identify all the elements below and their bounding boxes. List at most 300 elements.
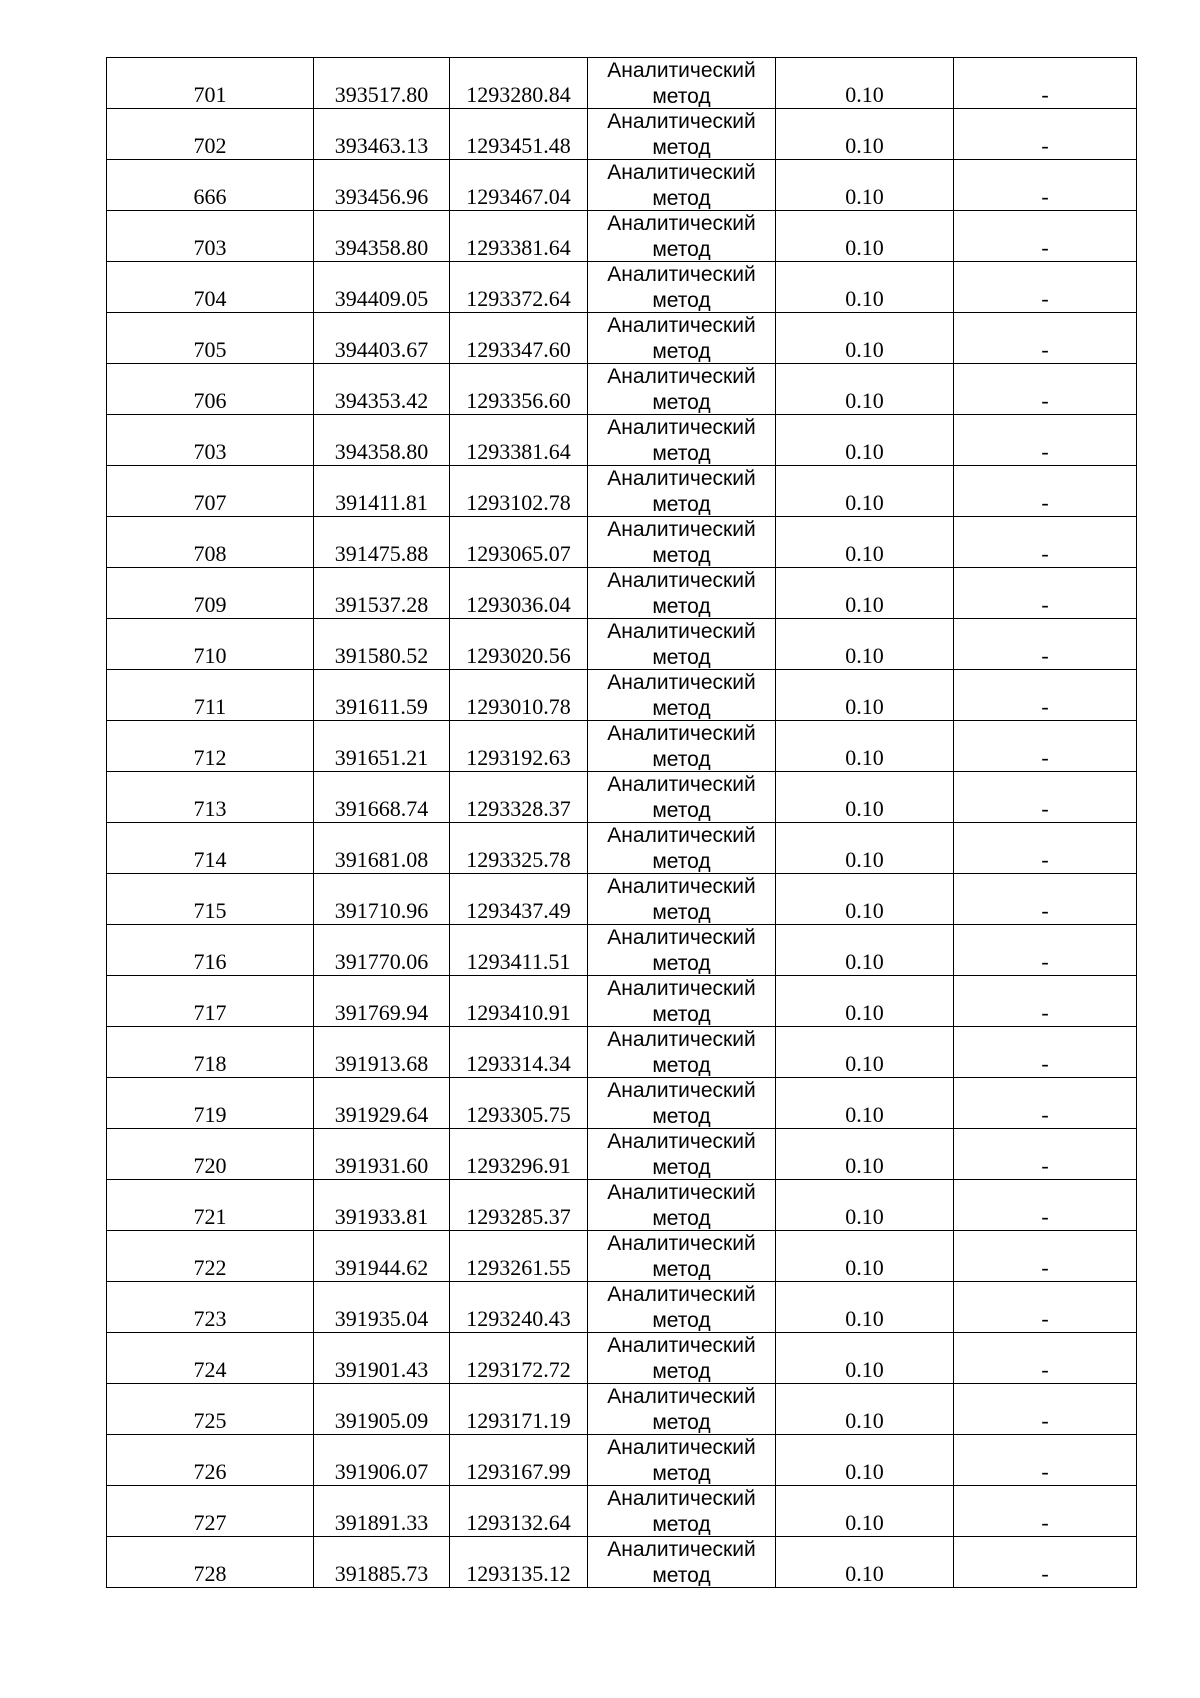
y-coordinate-value: 1293410.91 bbox=[466, 1000, 571, 1025]
accuracy-value: 0.10 bbox=[845, 592, 884, 617]
y-coordinate-cell bbox=[450, 262, 588, 313]
y-coordinate-cell bbox=[450, 1231, 588, 1282]
y-coordinate-value: 1293020.56 bbox=[466, 643, 571, 668]
table-row bbox=[107, 211, 1137, 262]
y-coordinate-value: 1293451.48 bbox=[466, 133, 571, 158]
accuracy-cell bbox=[776, 772, 954, 823]
method-cell bbox=[588, 874, 776, 925]
y-coordinate-value: 1293167.99 bbox=[466, 1459, 571, 1484]
y-coordinate-value: 1293036.04 bbox=[466, 592, 571, 617]
accuracy-value: 0.10 bbox=[845, 745, 884, 770]
accuracy-value: 0.10 bbox=[845, 82, 884, 107]
point-number-cell bbox=[107, 466, 314, 517]
y-coordinate-cell bbox=[450, 874, 588, 925]
accuracy-value: 0.10 bbox=[845, 1051, 884, 1076]
method-text: Аналитический метод bbox=[607, 1283, 756, 1331]
point-number-value: 728 bbox=[193, 1561, 227, 1586]
y-coordinate-value: 1293296.91 bbox=[466, 1153, 571, 1178]
note-cell bbox=[954, 670, 1137, 721]
accuracy-value: 0.10 bbox=[845, 1510, 884, 1535]
x-coordinate-value: 391580.52 bbox=[334, 643, 429, 668]
method-cell bbox=[588, 568, 776, 619]
y-coordinate-value: 1293065.07 bbox=[466, 541, 571, 566]
accuracy-cell bbox=[776, 1078, 954, 1129]
y-coordinate-cell bbox=[450, 1180, 588, 1231]
note-value: - bbox=[1041, 1306, 1049, 1331]
method-text: Аналитический метод bbox=[607, 1385, 756, 1433]
method-cell bbox=[588, 211, 776, 262]
accuracy-cell bbox=[776, 58, 954, 109]
accuracy-value: 0.10 bbox=[845, 1459, 884, 1484]
x-coordinate-value: 391891.33 bbox=[334, 1510, 429, 1535]
point-number-value: 725 bbox=[193, 1408, 227, 1433]
note-cell bbox=[954, 1129, 1137, 1180]
table-row bbox=[107, 976, 1137, 1027]
note-cell bbox=[954, 568, 1137, 619]
table-row bbox=[107, 670, 1137, 721]
method-text: Аналитический метод bbox=[607, 110, 756, 158]
note-value: - bbox=[1041, 490, 1049, 515]
point-number-cell bbox=[107, 1333, 314, 1384]
table-row bbox=[107, 1333, 1137, 1384]
note-value: - bbox=[1041, 1102, 1049, 1127]
point-number-cell bbox=[107, 313, 314, 364]
x-coordinate-value: 391681.08 bbox=[334, 847, 429, 872]
point-number-value: 713 bbox=[193, 796, 227, 821]
note-value: - bbox=[1041, 388, 1049, 413]
x-coordinate-cell bbox=[314, 772, 450, 823]
point-number-cell bbox=[107, 262, 314, 313]
x-coordinate-value: 394358.80 bbox=[334, 235, 429, 260]
note-cell bbox=[954, 262, 1137, 313]
x-coordinate-value: 394358.80 bbox=[334, 439, 429, 464]
note-cell bbox=[954, 1078, 1137, 1129]
table-row bbox=[107, 466, 1137, 517]
method-text: Аналитический метод bbox=[607, 569, 756, 617]
method-text: Аналитический метод bbox=[607, 1334, 756, 1382]
accuracy-cell bbox=[776, 874, 954, 925]
point-number-value: 708 bbox=[193, 541, 227, 566]
x-coordinate-cell bbox=[314, 721, 450, 772]
point-number-value: 717 bbox=[193, 1000, 227, 1025]
accuracy-cell bbox=[776, 262, 954, 313]
accuracy-value: 0.10 bbox=[845, 694, 884, 719]
point-number-cell bbox=[107, 109, 314, 160]
note-value: - bbox=[1041, 694, 1049, 719]
note-value: - bbox=[1041, 643, 1049, 668]
x-coordinate-cell bbox=[314, 568, 450, 619]
table-row bbox=[107, 517, 1137, 568]
method-cell bbox=[588, 1231, 776, 1282]
x-coordinate-cell bbox=[314, 874, 450, 925]
x-coordinate-value: 391769.94 bbox=[334, 1000, 429, 1025]
table-row bbox=[107, 1231, 1137, 1282]
table-row bbox=[107, 1180, 1137, 1231]
y-coordinate-value: 1293280.84 bbox=[466, 82, 571, 107]
x-coordinate-value: 391668.74 bbox=[334, 796, 429, 821]
y-coordinate-value: 1293285.37 bbox=[466, 1204, 571, 1229]
x-coordinate-cell bbox=[314, 160, 450, 211]
x-coordinate-cell bbox=[314, 1435, 450, 1486]
point-number-value: 709 bbox=[193, 592, 227, 617]
point-number-value: 718 bbox=[193, 1051, 227, 1076]
point-number-cell bbox=[107, 1078, 314, 1129]
point-number-value: 726 bbox=[193, 1459, 227, 1484]
table-row bbox=[107, 1078, 1137, 1129]
accuracy-value: 0.10 bbox=[845, 388, 884, 413]
table-row bbox=[107, 1129, 1137, 1180]
x-coordinate-value: 391944.62 bbox=[334, 1255, 429, 1280]
method-cell bbox=[588, 262, 776, 313]
x-coordinate-cell bbox=[314, 109, 450, 160]
x-coordinate-cell bbox=[314, 619, 450, 670]
x-coordinate-cell bbox=[314, 1078, 450, 1129]
accuracy-cell bbox=[776, 1537, 954, 1588]
table-row bbox=[107, 1486, 1137, 1537]
note-value: - bbox=[1041, 949, 1049, 974]
x-coordinate-value: 391475.88 bbox=[334, 541, 429, 566]
method-cell bbox=[588, 1384, 776, 1435]
method-cell bbox=[588, 1537, 776, 1588]
table-row bbox=[107, 109, 1137, 160]
note-value: - bbox=[1041, 1459, 1049, 1484]
note-cell bbox=[954, 1027, 1137, 1078]
x-coordinate-cell bbox=[314, 976, 450, 1027]
note-cell bbox=[954, 721, 1137, 772]
method-text: Аналитический метод bbox=[607, 212, 756, 260]
accuracy-cell bbox=[776, 1129, 954, 1180]
point-number-value: 722 bbox=[193, 1255, 227, 1280]
note-cell bbox=[954, 1282, 1137, 1333]
point-number-cell bbox=[107, 415, 314, 466]
note-cell bbox=[954, 1180, 1137, 1231]
y-coordinate-value: 1293381.64 bbox=[466, 439, 571, 464]
point-number-cell bbox=[107, 721, 314, 772]
accuracy-cell bbox=[776, 415, 954, 466]
accuracy-value: 0.10 bbox=[845, 439, 884, 464]
method-text: Аналитический метод bbox=[607, 1436, 756, 1484]
table-row bbox=[107, 1537, 1137, 1588]
note-value: - bbox=[1041, 286, 1049, 311]
table-row bbox=[107, 415, 1137, 466]
y-coordinate-cell bbox=[450, 1537, 588, 1588]
y-coordinate-value: 1293102.78 bbox=[466, 490, 571, 515]
table-row bbox=[107, 1282, 1137, 1333]
method-cell bbox=[588, 58, 776, 109]
method-text: Аналитический метод bbox=[607, 416, 756, 464]
x-coordinate-value: 394409.05 bbox=[334, 286, 429, 311]
y-coordinate-value: 1293467.04 bbox=[466, 184, 571, 209]
point-number-value: 705 bbox=[193, 337, 227, 362]
accuracy-value: 0.10 bbox=[845, 1357, 884, 1382]
accuracy-value: 0.10 bbox=[845, 1204, 884, 1229]
accuracy-value: 0.10 bbox=[845, 643, 884, 668]
x-coordinate-value: 391901.43 bbox=[334, 1357, 429, 1382]
note-cell bbox=[954, 619, 1137, 670]
point-number-cell bbox=[107, 619, 314, 670]
y-coordinate-value: 1293305.75 bbox=[466, 1102, 571, 1127]
method-cell bbox=[588, 1282, 776, 1333]
coordinates-table-body bbox=[107, 58, 1137, 1588]
x-coordinate-value: 391931.60 bbox=[334, 1153, 429, 1178]
y-coordinate-value: 1293356.60 bbox=[466, 388, 571, 413]
x-coordinate-value: 391611.59 bbox=[335, 694, 428, 719]
point-number-value: 701 bbox=[193, 82, 227, 107]
x-coordinate-cell bbox=[314, 466, 450, 517]
point-number-value: 721 bbox=[193, 1204, 227, 1229]
accuracy-cell bbox=[776, 1180, 954, 1231]
accuracy-cell bbox=[776, 1282, 954, 1333]
point-number-value: 703 bbox=[193, 439, 227, 464]
y-coordinate-cell bbox=[450, 976, 588, 1027]
note-value: - bbox=[1041, 592, 1049, 617]
x-coordinate-cell bbox=[314, 1333, 450, 1384]
table-row bbox=[107, 772, 1137, 823]
y-coordinate-cell bbox=[450, 109, 588, 160]
x-coordinate-value: 391537.28 bbox=[334, 592, 429, 617]
accuracy-cell bbox=[776, 1027, 954, 1078]
method-text: Аналитический метод bbox=[607, 467, 756, 515]
point-number-cell bbox=[107, 1537, 314, 1588]
y-coordinate-cell bbox=[450, 1078, 588, 1129]
y-coordinate-value: 1293411.51 bbox=[466, 949, 571, 974]
method-text: Аналитический метод bbox=[607, 620, 756, 668]
note-value: - bbox=[1041, 439, 1049, 464]
accuracy-value: 0.10 bbox=[845, 1306, 884, 1331]
accuracy-value: 0.10 bbox=[845, 235, 884, 260]
accuracy-cell bbox=[776, 976, 954, 1027]
method-cell bbox=[588, 976, 776, 1027]
accuracy-cell bbox=[776, 1333, 954, 1384]
point-number-cell bbox=[107, 1027, 314, 1078]
accuracy-value: 0.10 bbox=[845, 337, 884, 362]
note-value: - bbox=[1041, 1051, 1049, 1076]
y-coordinate-cell bbox=[450, 466, 588, 517]
point-number-cell bbox=[107, 58, 314, 109]
method-text: Аналитический метод bbox=[607, 875, 756, 923]
point-number-cell bbox=[107, 976, 314, 1027]
method-text: Аналитический метод bbox=[607, 263, 756, 311]
y-coordinate-value: 1293135.12 bbox=[466, 1561, 571, 1586]
method-text: Аналитический метод bbox=[607, 1487, 756, 1535]
method-text: Аналитический метод bbox=[607, 773, 756, 821]
x-coordinate-cell bbox=[314, 517, 450, 568]
point-number-cell bbox=[107, 568, 314, 619]
x-coordinate-value: 393517.80 bbox=[334, 82, 429, 107]
note-value: - bbox=[1041, 82, 1049, 107]
method-cell bbox=[588, 466, 776, 517]
accuracy-cell bbox=[776, 721, 954, 772]
y-coordinate-cell bbox=[450, 772, 588, 823]
point-number-value: 712 bbox=[193, 745, 227, 770]
x-coordinate-value: 391411.81 bbox=[335, 490, 428, 515]
point-number-cell bbox=[107, 160, 314, 211]
point-number-cell bbox=[107, 670, 314, 721]
point-number-cell bbox=[107, 1384, 314, 1435]
point-number-cell bbox=[107, 1180, 314, 1231]
accuracy-cell bbox=[776, 517, 954, 568]
method-cell bbox=[588, 772, 776, 823]
accuracy-cell bbox=[776, 160, 954, 211]
point-number-value: 714 bbox=[193, 847, 227, 872]
y-coordinate-value: 1293132.64 bbox=[466, 1510, 571, 1535]
method-cell bbox=[588, 1180, 776, 1231]
point-number-value: 707 bbox=[193, 490, 227, 515]
x-coordinate-cell bbox=[314, 1231, 450, 1282]
method-cell bbox=[588, 160, 776, 211]
x-coordinate-cell bbox=[314, 1384, 450, 1435]
table-row bbox=[107, 262, 1137, 313]
method-text: Аналитический метод bbox=[607, 314, 756, 362]
point-number-value: 723 bbox=[193, 1306, 227, 1331]
y-coordinate-cell bbox=[450, 160, 588, 211]
note-value: - bbox=[1041, 541, 1049, 566]
note-cell bbox=[954, 1384, 1137, 1435]
x-coordinate-cell bbox=[314, 313, 450, 364]
accuracy-value: 0.10 bbox=[845, 490, 884, 515]
x-coordinate-cell bbox=[314, 1129, 450, 1180]
method-cell bbox=[588, 1333, 776, 1384]
accuracy-cell bbox=[776, 670, 954, 721]
table-row bbox=[107, 1027, 1137, 1078]
method-cell bbox=[588, 925, 776, 976]
note-cell bbox=[954, 874, 1137, 925]
method-cell bbox=[588, 1078, 776, 1129]
x-coordinate-value: 391913.68 bbox=[334, 1051, 429, 1076]
note-cell bbox=[954, 1537, 1137, 1588]
y-coordinate-cell bbox=[450, 823, 588, 874]
note-value: - bbox=[1041, 847, 1049, 872]
y-coordinate-value: 1293010.78 bbox=[466, 694, 571, 719]
method-text: Аналитический метод bbox=[607, 671, 756, 719]
point-number-value: 704 bbox=[193, 286, 227, 311]
method-text: Аналитический метод bbox=[607, 1079, 756, 1127]
method-text: Аналитический метод bbox=[607, 365, 756, 413]
x-coordinate-cell bbox=[314, 262, 450, 313]
x-coordinate-cell bbox=[314, 364, 450, 415]
table-row bbox=[107, 874, 1137, 925]
point-number-value: 727 bbox=[193, 1510, 227, 1535]
note-cell bbox=[954, 1333, 1137, 1384]
y-coordinate-cell bbox=[450, 313, 588, 364]
method-cell bbox=[588, 1486, 776, 1537]
x-coordinate-value: 391770.06 bbox=[334, 949, 429, 974]
method-cell bbox=[588, 1129, 776, 1180]
accuracy-cell bbox=[776, 313, 954, 364]
point-number-value: 702 bbox=[193, 133, 227, 158]
x-coordinate-cell bbox=[314, 823, 450, 874]
note-cell bbox=[954, 823, 1137, 874]
table-row bbox=[107, 823, 1137, 874]
point-number-value: 711 bbox=[193, 694, 227, 719]
y-coordinate-cell bbox=[450, 211, 588, 262]
point-number-value: 706 bbox=[193, 388, 227, 413]
x-coordinate-value: 393463.13 bbox=[334, 133, 429, 158]
point-number-cell bbox=[107, 772, 314, 823]
point-number-cell bbox=[107, 1231, 314, 1282]
point-number-value: 720 bbox=[193, 1153, 227, 1178]
note-value: - bbox=[1041, 1510, 1049, 1535]
x-coordinate-cell bbox=[314, 670, 450, 721]
note-cell bbox=[954, 109, 1137, 160]
x-coordinate-cell bbox=[314, 211, 450, 262]
x-coordinate-value: 394403.67 bbox=[334, 337, 429, 362]
y-coordinate-cell bbox=[450, 1129, 588, 1180]
accuracy-cell bbox=[776, 619, 954, 670]
point-number-cell bbox=[107, 364, 314, 415]
x-coordinate-value: 391933.81 bbox=[334, 1204, 429, 1229]
point-number-value: 724 bbox=[193, 1357, 227, 1382]
x-coordinate-cell bbox=[314, 925, 450, 976]
accuracy-cell bbox=[776, 925, 954, 976]
method-text: Аналитический метод bbox=[607, 1538, 756, 1586]
table-row bbox=[107, 313, 1137, 364]
y-coordinate-cell bbox=[450, 568, 588, 619]
note-cell bbox=[954, 1231, 1137, 1282]
point-number-cell bbox=[107, 1486, 314, 1537]
note-cell bbox=[954, 517, 1137, 568]
note-cell bbox=[954, 58, 1137, 109]
note-cell bbox=[954, 1486, 1137, 1537]
accuracy-cell bbox=[776, 109, 954, 160]
method-text: Аналитический метод bbox=[607, 1130, 756, 1178]
note-value: - bbox=[1041, 745, 1049, 770]
table-row bbox=[107, 721, 1137, 772]
accuracy-value: 0.10 bbox=[845, 541, 884, 566]
point-number-value: 716 bbox=[193, 949, 227, 974]
table-row bbox=[107, 568, 1137, 619]
note-cell bbox=[954, 364, 1137, 415]
accuracy-cell bbox=[776, 1435, 954, 1486]
note-value: - bbox=[1041, 1561, 1049, 1586]
accuracy-cell bbox=[776, 568, 954, 619]
table-row bbox=[107, 58, 1137, 109]
accuracy-value: 0.10 bbox=[845, 1255, 884, 1280]
point-number-cell bbox=[107, 211, 314, 262]
accuracy-value: 0.10 bbox=[845, 1000, 884, 1025]
x-coordinate-value: 394353.42 bbox=[334, 388, 429, 413]
y-coordinate-cell bbox=[450, 364, 588, 415]
accuracy-value: 0.10 bbox=[845, 847, 884, 872]
x-coordinate-cell bbox=[314, 415, 450, 466]
method-cell bbox=[588, 109, 776, 160]
y-coordinate-cell bbox=[450, 1333, 588, 1384]
point-number-cell bbox=[107, 823, 314, 874]
y-coordinate-value: 1293328.37 bbox=[466, 796, 571, 821]
method-cell bbox=[588, 670, 776, 721]
point-number-value: 715 bbox=[193, 898, 227, 923]
y-coordinate-value: 1293240.43 bbox=[466, 1306, 571, 1331]
point-number-value: 719 bbox=[193, 1102, 227, 1127]
method-cell bbox=[588, 1027, 776, 1078]
y-coordinate-value: 1293171.19 bbox=[466, 1408, 571, 1433]
method-cell bbox=[588, 313, 776, 364]
x-coordinate-value: 391935.04 bbox=[334, 1306, 429, 1331]
accuracy-value: 0.10 bbox=[845, 286, 884, 311]
table-row bbox=[107, 1435, 1137, 1486]
method-text: Аналитический метод bbox=[607, 1181, 756, 1229]
y-coordinate-cell bbox=[450, 925, 588, 976]
y-coordinate-cell bbox=[450, 1486, 588, 1537]
note-cell bbox=[954, 976, 1137, 1027]
note-value: - bbox=[1041, 898, 1049, 923]
x-coordinate-cell bbox=[314, 1537, 450, 1588]
note-value: - bbox=[1041, 1255, 1049, 1280]
method-text: Аналитический метод bbox=[607, 926, 756, 974]
x-coordinate-value: 391710.96 bbox=[334, 898, 429, 923]
point-number-cell bbox=[107, 874, 314, 925]
method-text: Аналитический метод bbox=[607, 824, 756, 872]
